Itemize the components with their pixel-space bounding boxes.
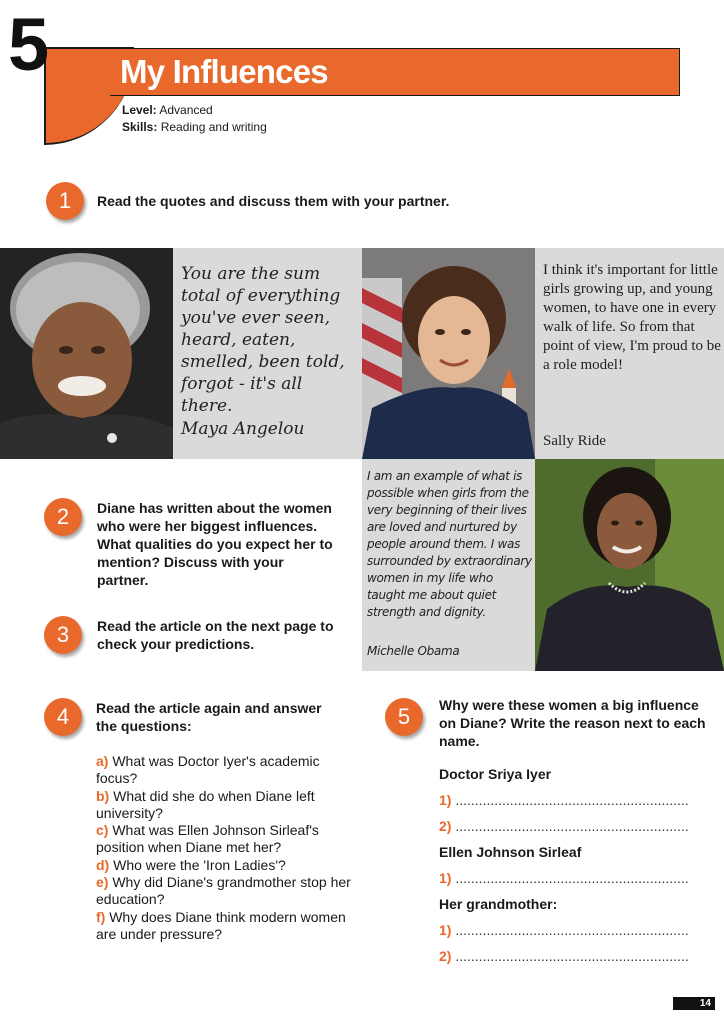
- sally-quote: I think it's important for little girls growing up, and young women, to have one in every walk of life. So from that point of view, I'm proud to be a role model!: [543, 262, 721, 373]
- question-label: a): [96, 753, 109, 769]
- answer-heading: Ellen Johnson Sirleaf: [439, 844, 582, 860]
- answer-line-label: 1): [439, 922, 452, 938]
- maya-angelou-photo: [0, 248, 173, 459]
- question-text: What was Doctor Iyer's academic focus?: [96, 753, 320, 787]
- answer-dots: ............................................................: [455, 922, 689, 938]
- michelle-quote: I am an example of what is possible when girls from the very beginning of their lives are loved and nurtured by people around them. I was surrounded by extraordinary women in my life who taught me about quiet strength and dignity.: [367, 469, 532, 619]
- question-item: [96, 822, 361, 857]
- maya-author: Maya Angelou: [181, 419, 305, 439]
- question-label: f): [96, 908, 106, 925]
- answer-dots: ............................................................: [455, 870, 689, 886]
- answer-heading: Doctor Sriya Iyer: [439, 766, 552, 782]
- question-item: [96, 753, 361, 788]
- maya-quote: You are the sum total of everything you've ever seen, heard, eaten, smelled, been told, forgot - it's all there.: [181, 264, 345, 416]
- answer-line[interactable]: [439, 922, 701, 948]
- question-label: d): [96, 856, 110, 873]
- question-item: [96, 874, 361, 909]
- step-2-circle: 2: [44, 498, 82, 536]
- answer-line-label: 1): [439, 870, 452, 886]
- question-label: e): [96, 874, 109, 891]
- answer-heading: Her grandmother:: [439, 896, 558, 912]
- step-1-instruction: Read the quotes and discuss them with your partner.: [97, 193, 450, 209]
- answer-line-label: 2): [439, 818, 452, 834]
- michelle-obama-photo: [535, 459, 724, 671]
- answer-line[interactable]: [439, 948, 701, 974]
- question-item: [96, 909, 361, 944]
- page-title: My Influences: [120, 53, 328, 90]
- answer-dots: ............................................................: [455, 818, 689, 834]
- question-text: What was Ellen Johnson Sirleaf's position when Diane met her?: [96, 822, 319, 856]
- unit-number: 5: [8, 3, 50, 86]
- level-label: Level:: [122, 103, 157, 117]
- sally-quote-box: [535, 248, 724, 459]
- answer-line-label: 1): [439, 792, 452, 808]
- question-item: [96, 857, 361, 874]
- lesson-meta: [122, 102, 267, 136]
- question-text: Why did Diane's grandmother stop her education?: [96, 874, 351, 908]
- answer-dots: ............................................................: [455, 948, 689, 964]
- step-2-instruction: Diane has written about the women who were her biggest influences. What qualities do you expect her to mention? Discuss with your partner.: [97, 500, 333, 588]
- michelle-quote-box: [362, 459, 535, 671]
- page-number: 14: [673, 997, 715, 1010]
- step-4-instruction: Read the article again and answer the questions:: [96, 700, 322, 734]
- question-text: Why does Diane think modern women are under pressure?: [96, 908, 346, 942]
- answer-dots: ............................................................: [455, 792, 689, 808]
- sally-author: Sally Ride: [543, 433, 606, 449]
- level-value: Advanced: [159, 103, 213, 117]
- sally-ride-photo: [362, 248, 535, 459]
- question-item: [96, 788, 361, 823]
- question-text: Who were the 'Iron Ladies'?: [113, 856, 286, 873]
- michelle-author: Michelle Obama: [367, 644, 460, 658]
- answer-line[interactable]: [439, 818, 701, 844]
- question-label: b): [96, 787, 110, 804]
- question-label: c): [96, 822, 109, 839]
- step-1-circle: 1: [46, 182, 84, 220]
- step-3-instruction: Read the article on the next page to check your predictions.: [97, 618, 334, 652]
- step-5-circle: 5: [385, 698, 423, 736]
- step-5-instruction: Why were these women a big influence on Diane? Write the reason next to each name.: [439, 697, 706, 749]
- question-text: What did she do when Diane left university?: [96, 787, 315, 821]
- skills-value: Reading and writing: [160, 120, 267, 134]
- answer-line[interactable]: [439, 792, 701, 818]
- answer-section: [439, 766, 701, 974]
- step-4-circle: 4: [44, 698, 82, 736]
- skills-label: Skills:: [122, 120, 158, 134]
- maya-quote-box: [173, 248, 362, 459]
- question-list: [96, 753, 361, 943]
- answer-line[interactable]: [439, 870, 701, 896]
- answer-line-label: 2): [439, 948, 452, 964]
- step-3-circle: 3: [44, 616, 82, 654]
